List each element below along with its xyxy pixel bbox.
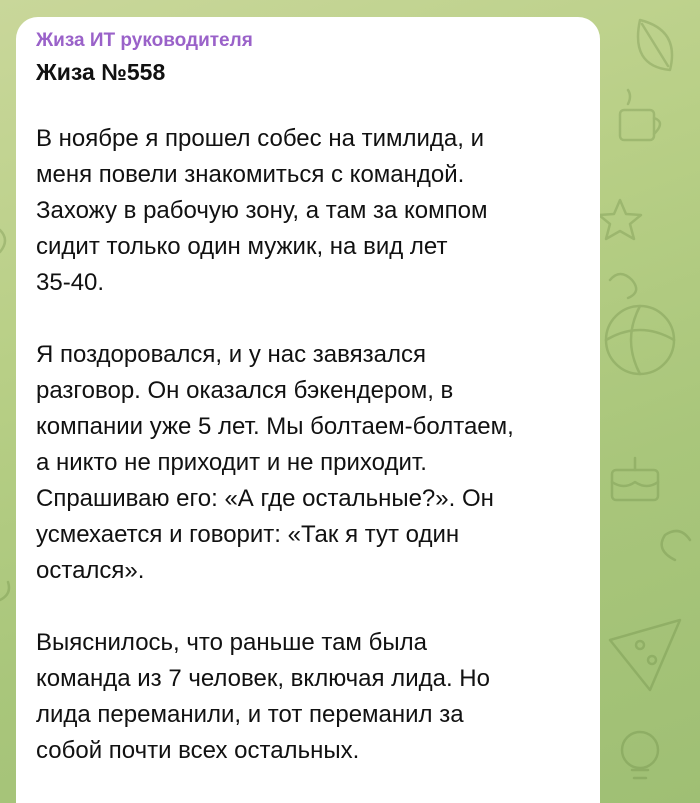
message-text-line: Я поздоровался, и у нас завязался bbox=[36, 341, 426, 368]
message-text-line: усмехается и говорит: «Так я тут один bbox=[36, 521, 460, 548]
message-paragraph bbox=[36, 121, 580, 301]
message-text-line: меня повели знакомиться с командой. bbox=[36, 161, 465, 188]
channel-name[interactable]: Жиза ИТ руководителя bbox=[36, 30, 253, 51]
message-text-line: остался». bbox=[36, 557, 145, 584]
message-text-line: разговор. Он оказался бэкендером, в bbox=[36, 377, 454, 404]
message-text-line: лида переманили, и тот переманил за bbox=[36, 701, 464, 728]
message-text-line: В ноябре я прошел собес на тимлида, и bbox=[36, 125, 484, 152]
message-text-line: сидит только один мужик, на вид лет bbox=[36, 233, 448, 260]
bulb-icon bbox=[622, 732, 658, 778]
message-bubble[interactable] bbox=[16, 17, 600, 803]
message-text-line: а никто не приходит и не приходит. bbox=[36, 449, 427, 476]
pizza-icon bbox=[610, 620, 680, 690]
message-text-line: команда из 7 человек, включая лида. Но bbox=[36, 665, 490, 692]
leaf-icon bbox=[638, 20, 672, 70]
message-text-line: 35-40. bbox=[36, 269, 105, 296]
message-paragraph bbox=[36, 625, 580, 769]
message-text-line: Выяснилось, что раньше там была bbox=[36, 629, 427, 656]
post-title: Жиза №558 bbox=[36, 59, 166, 85]
ball-icon bbox=[606, 306, 674, 374]
cup-icon bbox=[620, 90, 660, 140]
message-text-line: Спрашиваю его: «А где остальные?». Он bbox=[36, 485, 494, 512]
star-icon bbox=[599, 200, 641, 239]
message-text-line: Захожу в рабочую зону, а там за компом bbox=[36, 197, 488, 224]
cake-icon bbox=[612, 458, 658, 500]
message-text-line: собой почти всех остальных. bbox=[36, 737, 360, 764]
message-text-line: компании уже 5 лет. Мы болтаем-болтаем, bbox=[36, 413, 514, 440]
message-paragraph bbox=[36, 337, 580, 589]
